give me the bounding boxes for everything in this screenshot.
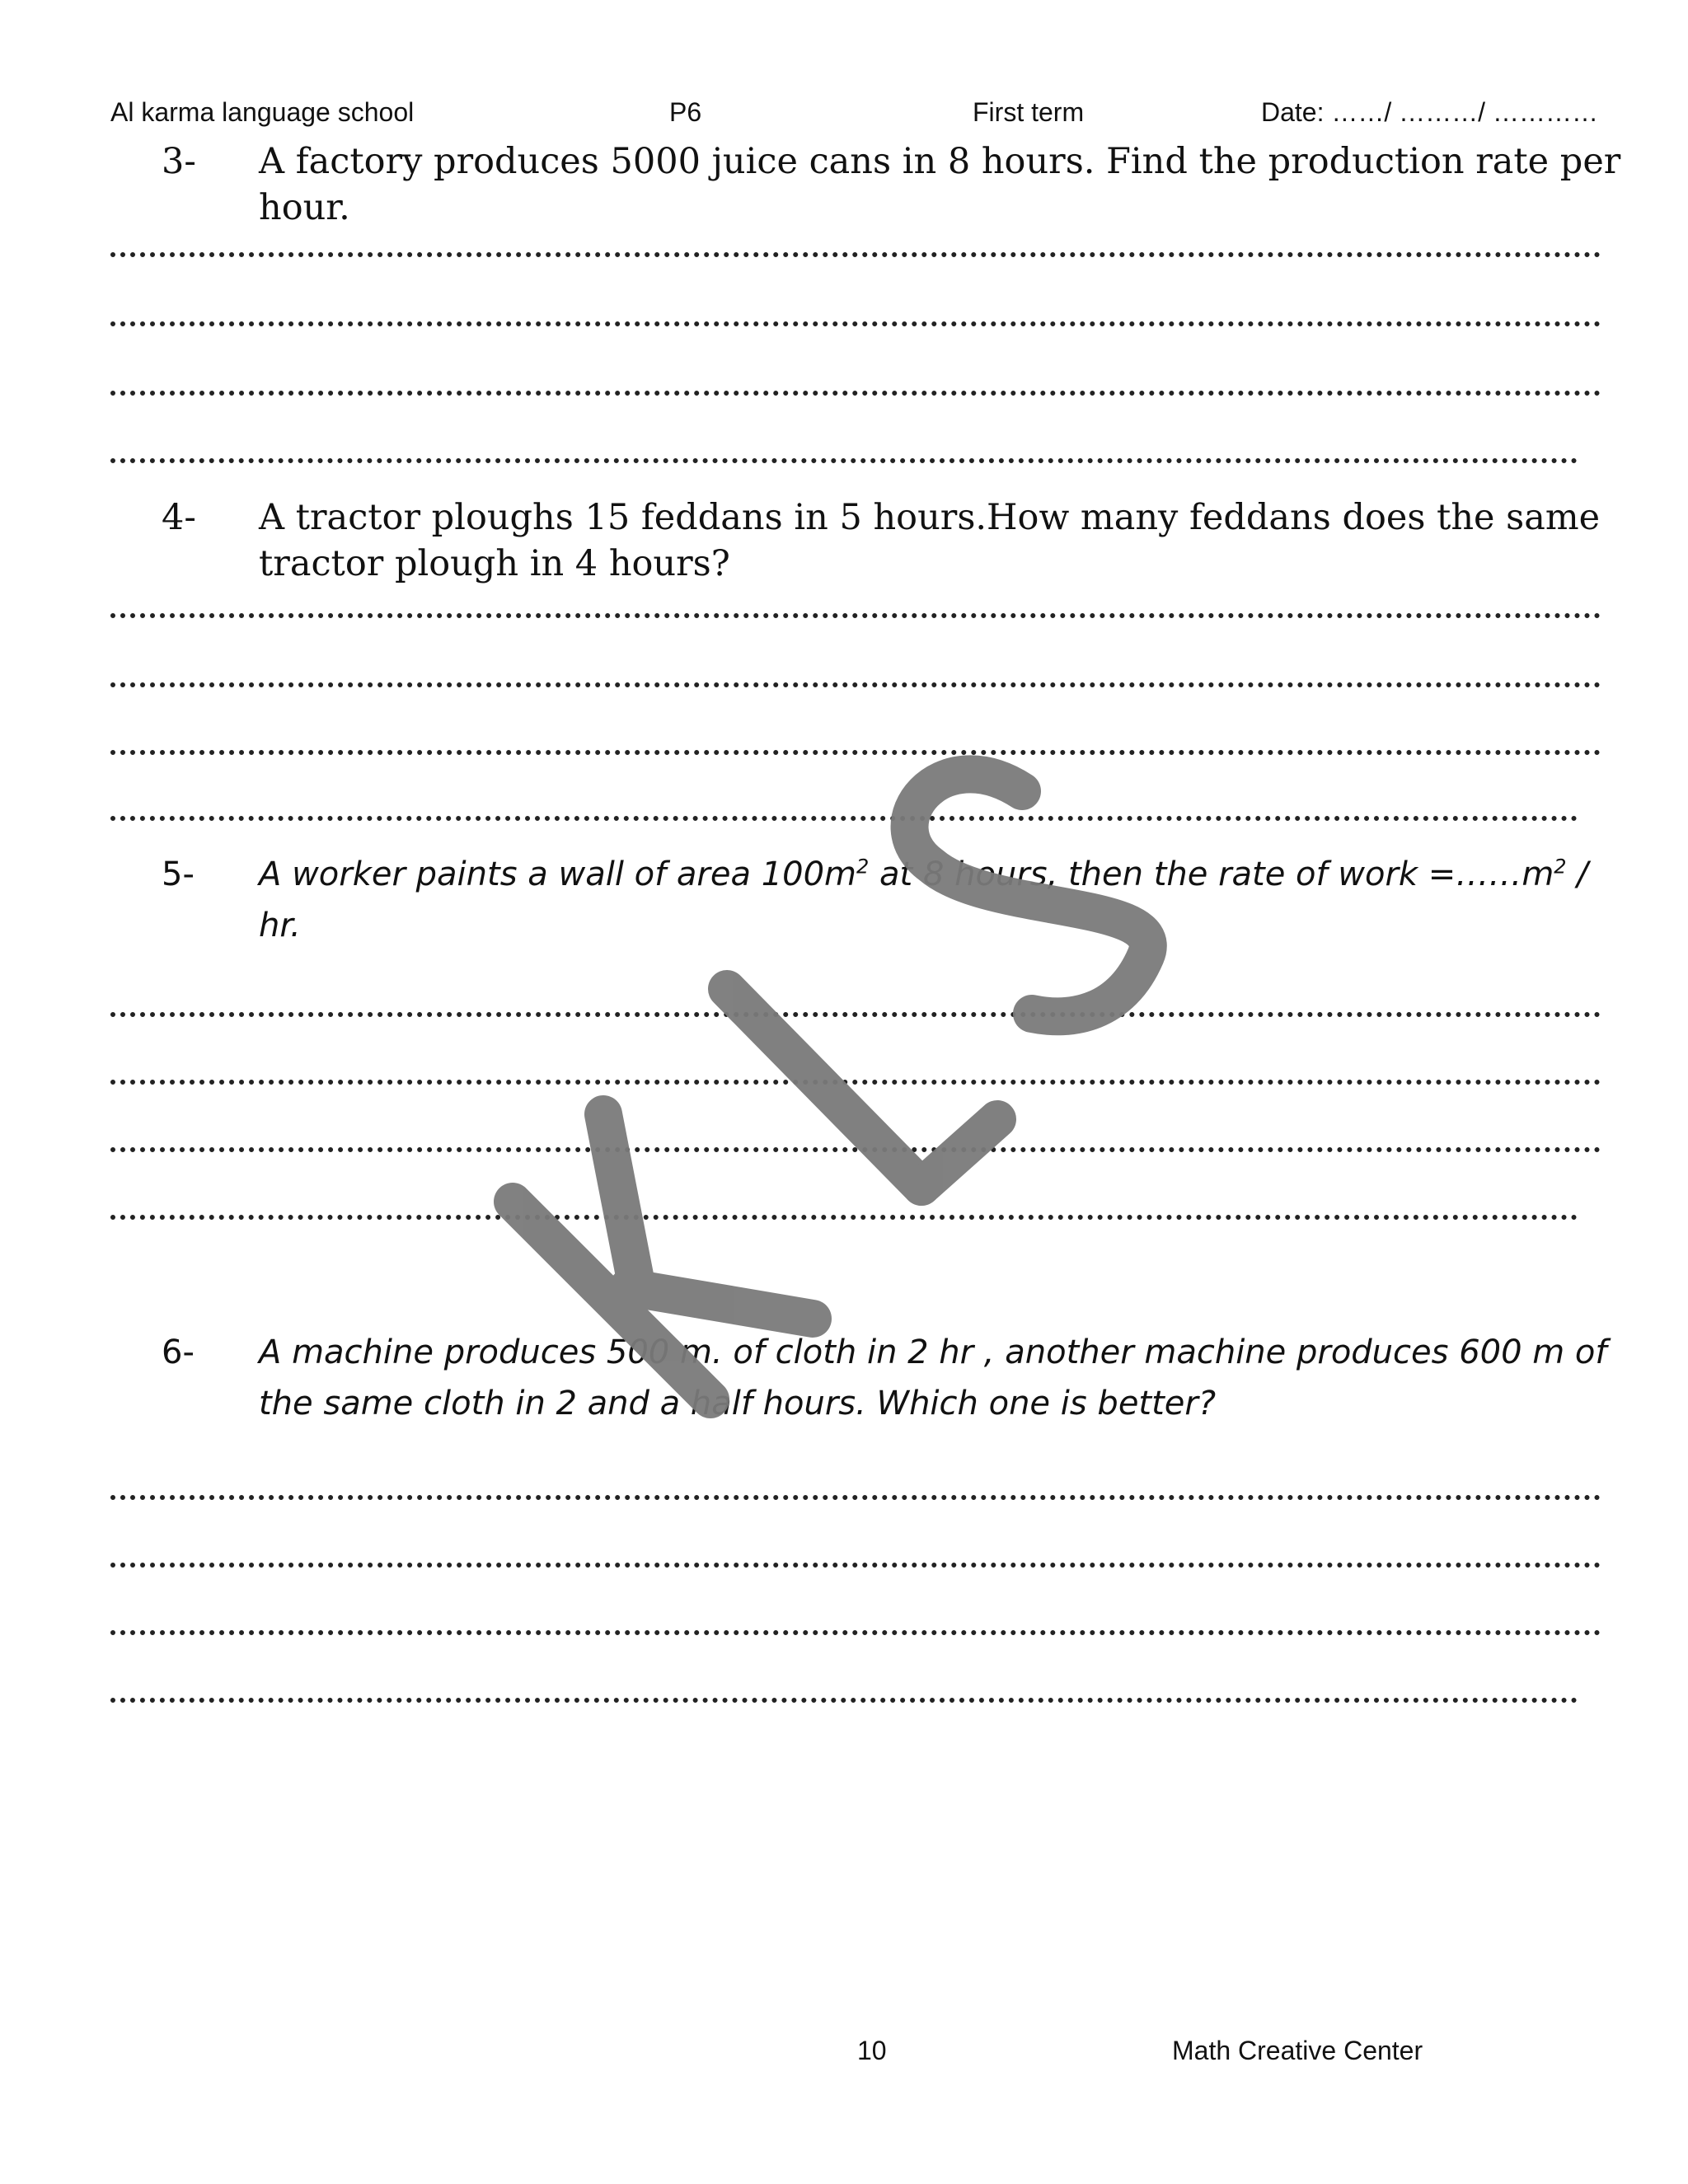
question-number: 6- xyxy=(162,1333,195,1371)
answer-line[interactable] xyxy=(110,682,1601,687)
term-label: First term xyxy=(973,97,1085,127)
question-number: 4- xyxy=(162,497,196,538)
answer-line[interactable] xyxy=(110,458,1578,463)
footer-publisher: Math Creative Center xyxy=(1172,2036,1423,2065)
grade-label: P6 xyxy=(669,97,702,127)
answer-line[interactable] xyxy=(110,750,1601,755)
watermark-l-base xyxy=(921,1119,997,1187)
answer-line[interactable] xyxy=(110,391,1601,396)
watermark-l-stem xyxy=(727,989,921,1187)
page-number: 10 xyxy=(857,2036,887,2065)
answer-line[interactable] xyxy=(110,1495,1601,1500)
answer-line[interactable] xyxy=(110,1698,1578,1703)
answer-line[interactable] xyxy=(110,321,1601,326)
watermark-k-upper-arm xyxy=(603,1114,636,1284)
answer-line[interactable] xyxy=(110,1147,1601,1152)
answer-line[interactable] xyxy=(110,1012,1601,1017)
answer-line[interactable] xyxy=(110,1080,1601,1085)
question-text: A worker paints a wall of area $100m^2$ at 8 hours, then the rate of work $=\dots\dots m^2$ / hr. xyxy=(259,855,1588,944)
answer-line[interactable] xyxy=(110,816,1578,821)
school-name: Al karma language school xyxy=(110,97,415,127)
question-text: A tractor ploughs 15 feddans in 5 hours.How many feddans does the same tractor plough in 4 hours? xyxy=(259,497,1601,584)
answer-line[interactable] xyxy=(110,1215,1578,1220)
question-number: 3- xyxy=(162,141,196,182)
question-text: A machine produces 500 m. of cloth in 2 hr , another machine produces 600 m of the same cloth in 2 and a half hours. Which one is better? xyxy=(259,1333,1607,1422)
answer-line[interactable] xyxy=(110,252,1601,257)
question-number: 5- xyxy=(162,855,195,893)
page-header xyxy=(0,97,1688,138)
answer-line[interactable] xyxy=(110,613,1601,618)
answer-line[interactable] xyxy=(110,1630,1601,1635)
date-field: Date: ……/ ………/ ………… xyxy=(1261,97,1598,127)
question-text: A factory produces 5000 juice cans in 8 hours. Find the production rate per hour. xyxy=(259,141,1621,228)
answer-line[interactable] xyxy=(110,1563,1601,1568)
watermark-k-lower-arm xyxy=(628,1287,813,1319)
